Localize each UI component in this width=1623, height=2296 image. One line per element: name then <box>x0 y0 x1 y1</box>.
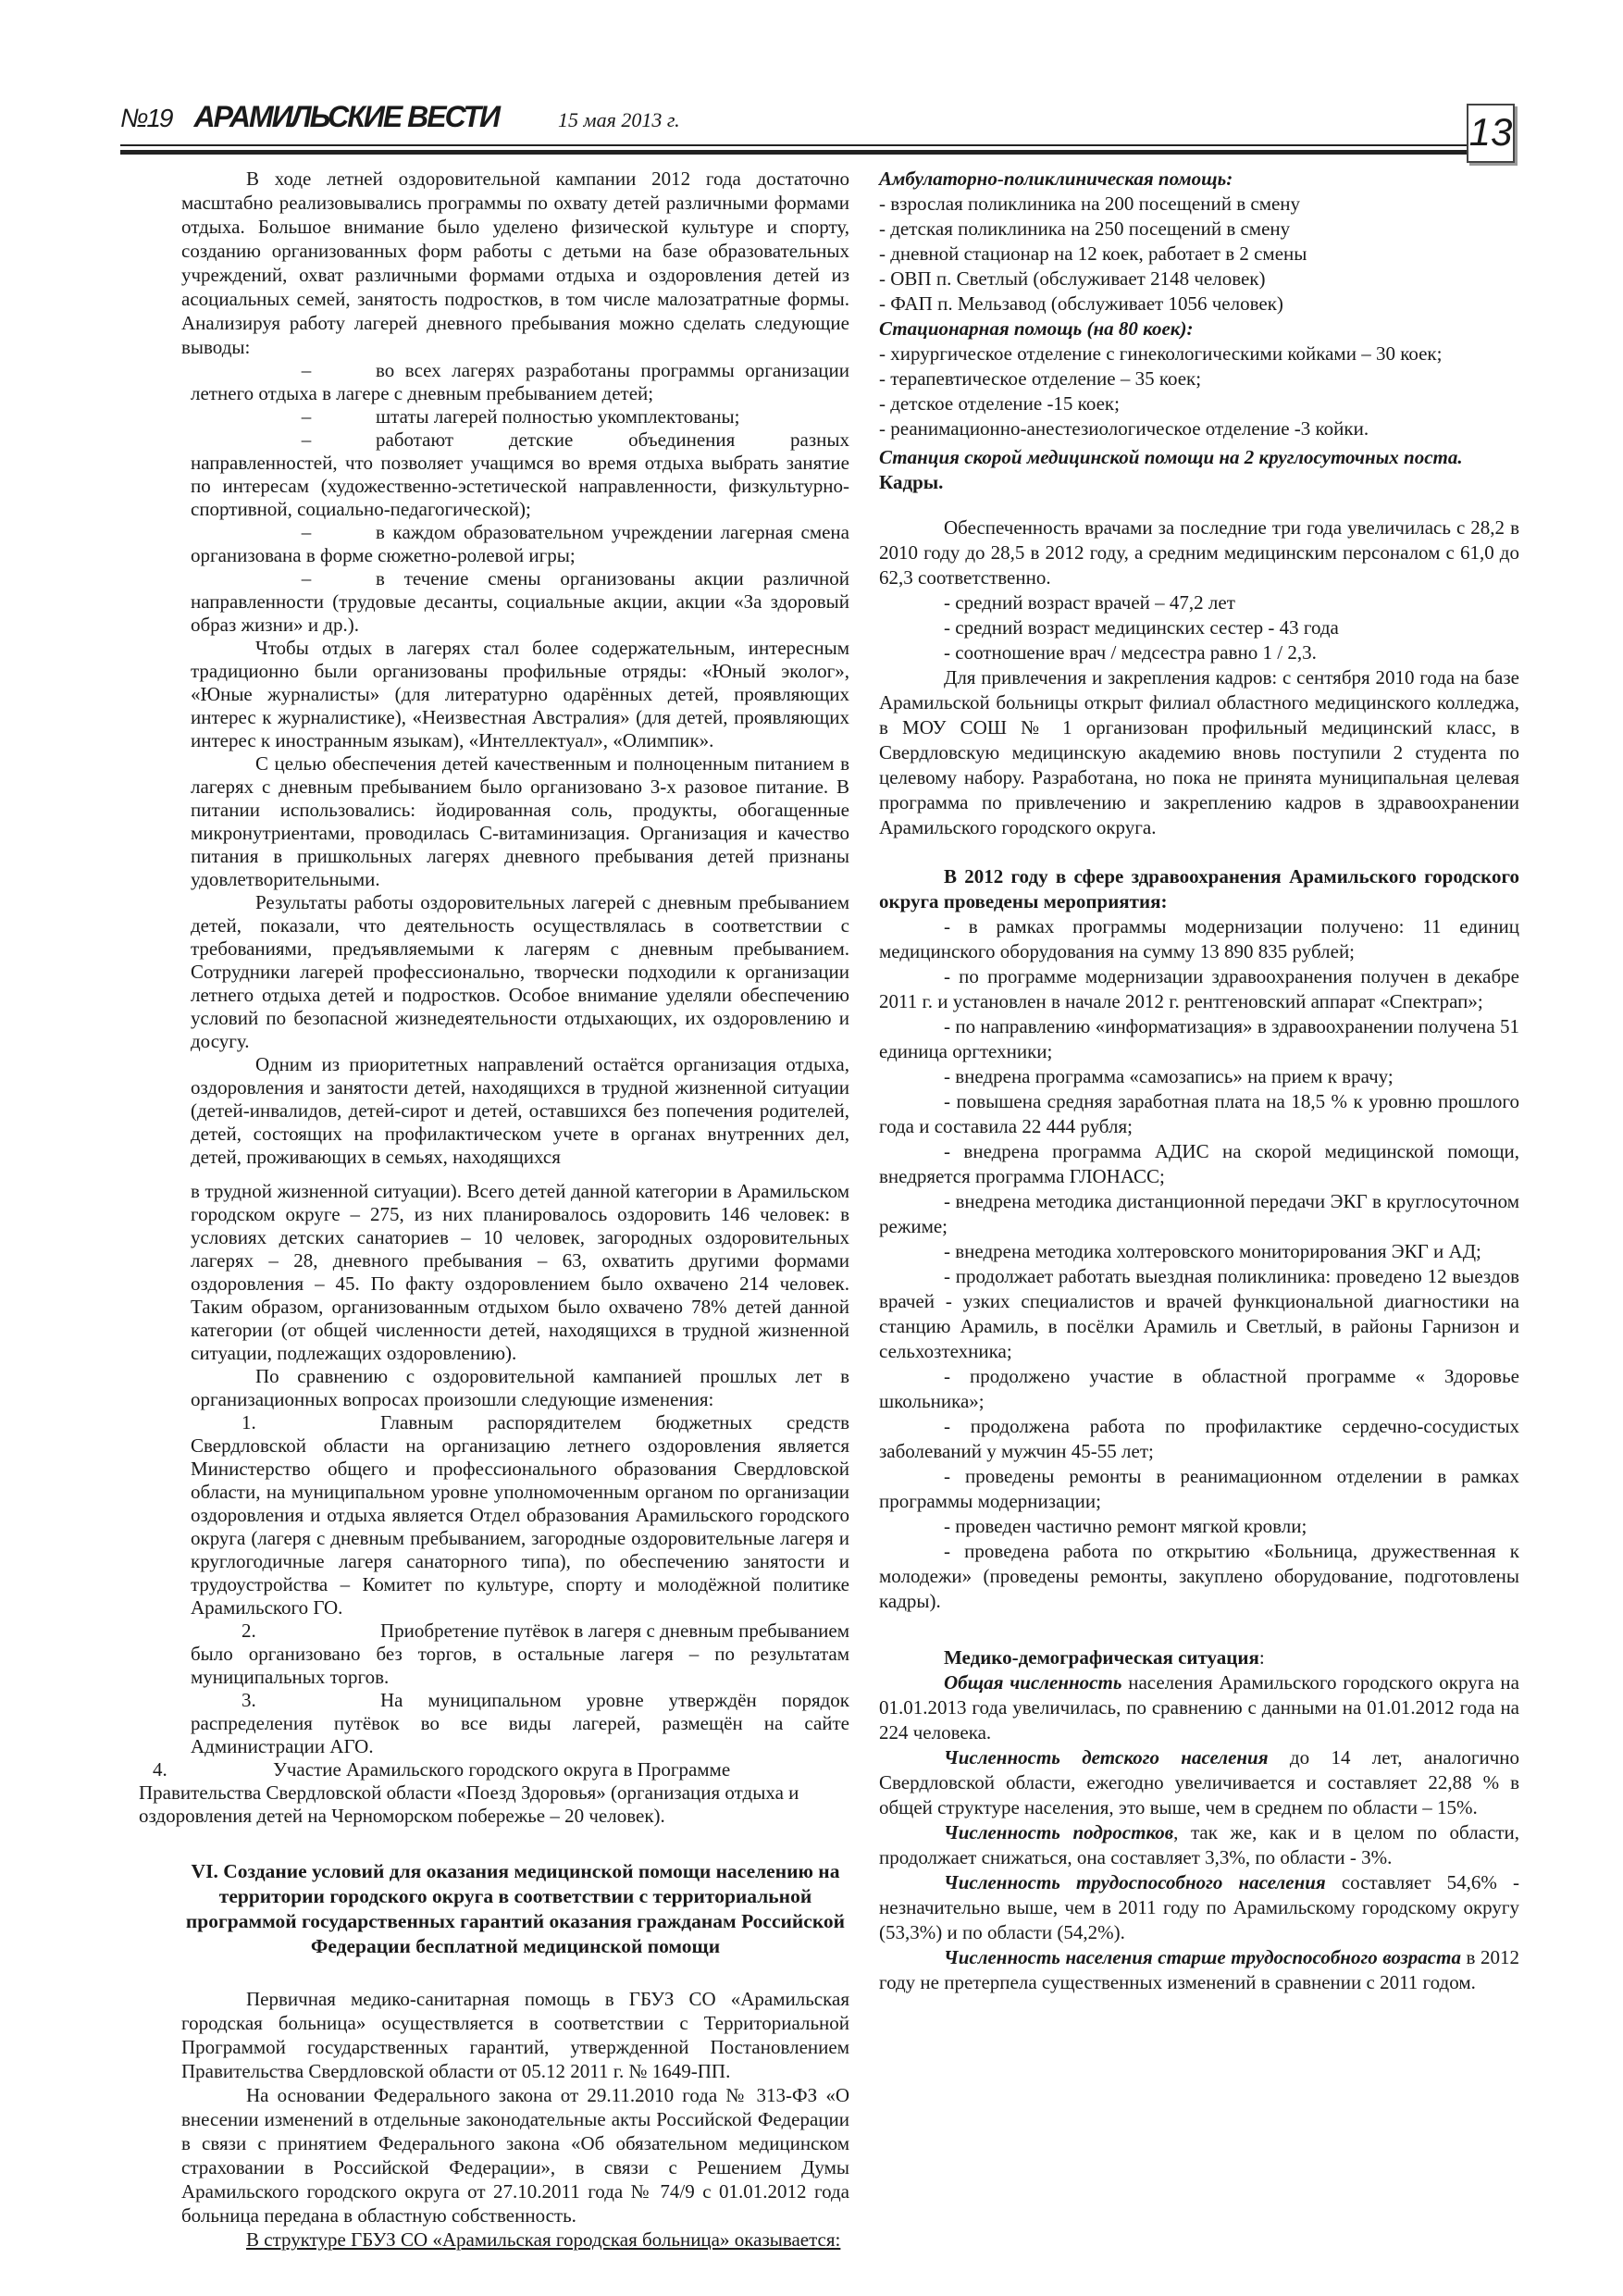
measure-item: - продолжена работа по профилактике сердечно-сосудистых заболеваний у мужчин 45-55 лет; <box>879 1415 1519 1462</box>
measure-item: - по программе модернизации здравоохранения получен в декабре 2011 г. и установлен в начале 2012 г. рентгеновский аппарат «Спектрап»; <box>879 965 1519 1012</box>
demography-item: Общая численность населения Арамильского городского округа на 01.01.2013 года увеличилась, по сравнению с данными на 01.01.2012 года на 224 человека. <box>879 1671 1519 1744</box>
page-number: 13 <box>1467 104 1515 163</box>
measure-item: - повышена средняя заработная плата на 18,5 % к уровню прошлого года и составила 22 444 рубля; <box>879 1090 1519 1137</box>
list-item: - соотношение врач / медсестра равно 1 / 2,3. <box>944 641 1317 664</box>
list-item: - детская поликлиника на 250 посещений в смену <box>879 217 1291 240</box>
list-item: - дневной стационар на 12 коек, работает в 2 смены <box>879 242 1307 265</box>
structure-heading: В структуре ГБУЗ СО «Арамильская городская больница» оказывается: <box>246 2228 841 2251</box>
left-column <box>139 167 849 2252</box>
left-column-bottom <box>181 1987 849 2252</box>
newspaper-title: АРАМИЛЬСКИЕ ВЕСТИ <box>193 100 500 133</box>
right-column-staff <box>879 515 1519 840</box>
demography-item: Численность трудоспособного населения составляет 54,6% - незначительно выше, чем в 2011 году по Арамильскому городскому округу (53,3%) и по области (54,2%). <box>879 1871 1519 1943</box>
measure-item: - продолжает работать выездная поликлиника: проведено 12 выездов врачей - узких специалистов и врачей функциональной диагностики на станцию Арамиль, в посёлки Арамиль и Светлый, в районы Гарнизон и сельхозтехника; <box>879 1265 1519 1362</box>
intro-paragraph: В ходе летней оздоровительной кампании 2012 года достаточно масштабно реализовывались программы по охвату детей различными формами отдыха. Большое внимание было уделено физической культуре и спорту, созданию организованных форм работы с детьми на базе образовательных учреждений, охват различными формами отдыха и оздоровления детей из асоциальных семей, занятость подростков, в том числе малозатратные формы. Анализируя работу лагерей дневного пребывания можно сделать следующие выводы: <box>181 168 849 358</box>
staff-paragraph: Обеспеченность врачами за последние три года увеличилась с 28,2 в 2010 году до 28,5 в 2012 году, а средним медицинским персоналом с 61,0 до 62,3 соответственно. <box>879 516 1519 589</box>
measure-item: - внедрена программа АДИС на скорой медицинской помощи, внедряется программа ГЛОНАСС; <box>879 1140 1519 1187</box>
measure-item: - по направлению «информатизация» в здравоохранении получена 51 единица оргтехники; <box>879 1015 1519 1062</box>
list-item: - реанимационно-анестезиологическое отделение -3 койки. <box>879 417 1369 440</box>
list-item: - терапевтическое отделение – 35 коек; <box>879 367 1202 390</box>
measure-item: - внедрена методика дистанционной передачи ЭКГ в круглосуточном режиме; <box>879 1190 1519 1237</box>
results-paragraph: Результаты работы оздоровительных лагерей с дневным пребыванием детей, показали, что деятельность осуществлялась в соответствии с требованиями, предъявляемыми к лагерям с дневным пребыванием. Сотрудники лагерей профессионально, творчески подходили к организации летнего отдыха детей и подростков. Особое внимание уделяли обеспечению условий по безопасной жизнедеятельности отдыхающих, их оздоровлению и досугу. <box>191 891 849 1052</box>
ambulance-station: Станция скорой медицинской помощи на 2 круглосуточных поста. <box>879 446 1463 468</box>
staff-title: Кадры. <box>879 471 944 493</box>
list-item: - детское отделение -15 коек; <box>879 392 1120 415</box>
priority-paragraph: Одним из приоритетных направлений остаётся организация отдыха, оздоровления и занятости детей, находящихся в трудной жизненной ситуации (детей-инвалидов, детей-сирот и детей, оставшихся без попечения родителей, детей, состоящих на профилактическом учете в органах внутренних дел, детей, проживающих в семьях, находящихся <box>191 1053 849 1168</box>
list-item: – в течение смены организованы акции различной направленности (трудовые десанты, социальные акции, акции «За здоровый образ жизни» и др.). <box>191 567 849 636</box>
left-column-middle <box>181 1180 849 1758</box>
change-item-4: 4. Участие Арамильского городского округа в Программе Правительства Свердловской области «Поезд Здоровья» (организация отдыха и оздоровления детей на Черноморском побережье – 20 человек). <box>139 1758 799 1827</box>
priority-continued-paragraph: в трудной жизненной ситуации). Всего детей данной категории в Арамильском городском округе – 275, из них планировалось оздоровить 146 человек: в условиях детских санаториев – 10 человек, загородных оздоровительных лагерях – 28, дневного пребывания – 63, охватить другими формами оздоровления – 45. По факту оздоровлением было охвачено 214 человек. Таким образом, организованным отдыхом было охвачено 78% детей данной категории (от общей численности детей, находящихся в трудной жизненной ситуации, подлежащих оздоровлению). <box>191 1180 849 1364</box>
camp-paragraphs <box>181 637 849 1169</box>
right-column-demography <box>879 1645 1519 1995</box>
list-item: - взрослая поликлиника на 200 посещений в смену <box>879 192 1301 215</box>
demography-item: Численность детского населения до 14 лет, аналогично Свердловской области, ежегодно увеличивается и составляет 22,88 % в общей структуре населения, это выше, чем в среднем по области – 15%. <box>879 1746 1520 1818</box>
demography-item: Численность населения старше трудоспособного возраста в 2012 году не претерпела существенных изменений в сравнении с 2011 годом. <box>879 1946 1519 1993</box>
measure-item: - внедрена методика холтеровского мониторирования ЭКГ и АД; <box>944 1240 1481 1262</box>
list-item: – штаты лагерей полностью укомплектованы; <box>301 405 740 428</box>
list-item: - ФАП п. Мельзавод (обслуживает 1056 человек) <box>879 292 1283 315</box>
issue-number: №19 <box>120 104 172 132</box>
change-item: 2. Приобретение путёвок в лагеря с дневным пребыванием было организовано без торгов, в остальные лагеря – по результатам муниципальных торгов. <box>191 1620 849 1688</box>
list-item: – работают детские объединения разных направленностей, что позволяет учащимся во время отдыха выбрать занятие по интересам (художественно-эстетической направленности, физкультурно-спортивной, социально-педагогической); <box>191 428 849 520</box>
changes-intro: По сравнению с оздоровительной кампанией прошлых лет в организационных вопросах произошли следующие изменения: <box>191 1365 849 1410</box>
right-column-measures <box>879 864 1519 1614</box>
measures-title: В 2012 году в сфере здравоохранения Арамильского городского округа проведены мероприятия: <box>879 865 1519 912</box>
food-paragraph: С целью обеспечения детей качественным и полноценным питанием в лагерях с дневным пребыванием было организовано 3-х разовое питание. В питании использовались: йодированная соль, продукты, обогащенные микронутриентами, проводилась С-витаминизация. Организация и качество питания в пришкольных лагерях дневного пребывания детей признаны удовлетворительными. <box>191 752 849 890</box>
section-heading: VI. Создание условий для оказания медицинской помощи населению на территории городского округа в соответствии с территориальной программой государственных гарантий оказания гражданам Российской Федерации бесплатной медицинской помощи <box>185 1860 846 1957</box>
list-item: – во всех лагерях разработаны программы организации летнего отдыха в лагере с дневным пребыванием детей; <box>191 359 849 404</box>
inpatient-title: Стационарная помощь (на 80 коек): <box>879 317 1194 340</box>
change-item: 1. Главным распорядителем бюджетных средств Свердловской области на организацию летнего оздоровления является Министерство общего и профессионального образования Свердловской области, на муниципальном уровне уполномоченным органом по организации оздоровления и отдыха является Отдел образования Арамильского городского округа (лагеря с дневным пребыванием, загородные оздоровительные лагеря и круглогодичные лагеря санаторного типа), по обеспечению занятости и трудоустройства – Комитет по культуре, спорту и молодёжной политике Арамильского ГО. <box>191 1411 849 1619</box>
list-item: - хирургическое отделение с гинекологическими койками – 30 коек; <box>879 342 1443 365</box>
profiles-paragraph: Чтобы отдых в лагерях стал более содержательным, интересным традиционно были организованы профильные отряды: «Юный эколог», «Юные журналисты» (для литературно одарённых детей, проявляющих интерес к журналистике), «Неизвестная Австралия» (для детей, проявляющих интерес к иностранным языкам), «Интеллектуал», «Олимпик». <box>191 637 849 751</box>
federal-law-paragraph: На основании Федерального закона от 29.11.2010 года № 313-ФЗ «О внесении изменений в отдельные законодательные акты Российской Федерации в связи с принятием Федерального закона «Об обязательном медицинском страховании в Российской Федерации», в связи с Решением Думы Арамильского городского округа от 27.10.2011 года № 74/9 с 01.01.2012 года больница передана в областную собственность. <box>181 2084 849 2227</box>
right-column <box>879 167 1519 1995</box>
list-item: - ОВП п. Светлый (обслуживает 2148 человек) <box>879 267 1266 290</box>
primary-care-paragraph: Первичная медико-санитарная помощь в ГБУЗ СО «Арамильская городская больница» осуществляется в соответствии с Территориальной Программой государственных гарантий, утвержденной Постановлением Правительства Свердловской области от 05.12 2011 г. № 1649-ПП. <box>181 1988 849 2082</box>
demography-title: Медико-демографическая ситуация: <box>944 1646 1265 1669</box>
measure-item: - продолжено участие в областной программе « Здоровье школьника»; <box>879 1365 1519 1412</box>
measure-item: - в рамках программы модернизации получено: 11 единиц медицинского оборудования на сумму 13 890 835 рублей; <box>879 915 1519 962</box>
header-rule-thin <box>120 144 1467 146</box>
list-item: - средний возраст медицинских сестер - 43 года <box>944 616 1339 639</box>
list-item: – в каждом образовательном учреждении лагерная смена организована в форме сюжетно-ролевой игры; <box>191 521 849 566</box>
attract-paragraph: Для привлечения и закрепления кадров: с сентября 2010 года на базе Арамильской больницы открыт филиал областного медицинского колледжа, в МОУ СОШ № 1 организован профильный медицинский класс, в Свердловскую медицинскую академию вновь поступили 2 студента по целевому набору. Разработана, но пока не принята муниципальная целевая программа по привлечению и закреплению кадров в здравоохранении Арамильского городского округа. <box>879 666 1519 838</box>
measure-item: - проведена работа по открытию «Больница, дружественная к молодежи» (проведены ремонты, закуплено оборудование, подготовлены кадры). <box>879 1540 1519 1612</box>
demography-item: Численность подростков, так же, как и в целом по области, продолжает снижаться, она составляет 3,3%, по области - 3%. <box>879 1821 1519 1868</box>
measure-item: - проведены ремонты в реанимационном отделении в рамках программы модернизации; <box>879 1465 1519 1512</box>
header-rule-thick <box>120 150 1467 155</box>
masthead <box>120 100 1453 144</box>
list-item: - средний возраст врачей – 47,2 лет <box>944 591 1235 614</box>
measure-item: - проведен частично ремонт мягкой кровли; <box>944 1515 1307 1537</box>
measure-item: - внедрена программа «самозапись» на прием к врачу; <box>944 1065 1394 1087</box>
change-item: 3. На муниципальном уровне утверждён порядок распределения путёвок во все виды лагерей, размещён на сайте Администрации АГО. <box>191 1689 849 1757</box>
issue-date: 15 мая 2013 г. <box>558 108 680 131</box>
conclusions-list <box>181 359 849 637</box>
ambulatory-title: Амбулаторно-поликлиническая помощь: <box>879 168 1233 190</box>
